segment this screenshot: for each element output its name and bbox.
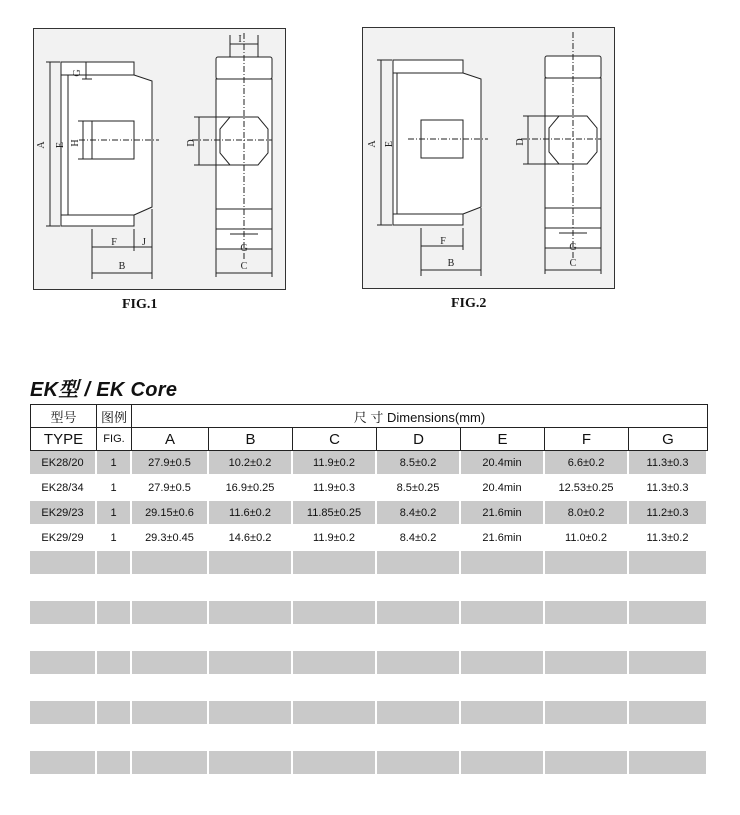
fig1-label-j: J — [142, 237, 146, 248]
cell-c: 11.9±0.2 — [293, 526, 377, 551]
empty-cell — [30, 726, 97, 751]
empty-cell — [209, 626, 293, 651]
empty-cell — [461, 551, 545, 576]
empty-cell — [377, 576, 461, 601]
type-header-en: TYPE — [30, 428, 97, 451]
cell-e: 20.4min — [461, 451, 545, 476]
cell-fig: 1 — [97, 501, 132, 526]
empty-cell — [377, 726, 461, 751]
cell-f: 8.0±0.2 — [545, 501, 629, 526]
empty-table-row — [30, 626, 708, 651]
empty-cell — [293, 551, 377, 576]
cell-b: 10.2±0.2 — [209, 451, 293, 476]
fig1-label-i: I — [238, 34, 242, 45]
cell-d: 8.5±0.25 — [377, 476, 461, 501]
empty-cell — [132, 601, 209, 626]
empty-cell — [97, 601, 132, 626]
column-header-b: B — [209, 428, 293, 451]
empty-cell — [461, 576, 545, 601]
type-header-cn: 型号 — [30, 404, 97, 428]
fig1-label-c: C — [240, 261, 248, 272]
fig1-label-h: H — [70, 139, 81, 147]
cell-d: 8.5±0.2 — [377, 451, 461, 476]
cell-c: 11.9±0.3 — [293, 476, 377, 501]
cell-b: 14.6±0.2 — [209, 526, 293, 551]
cell-type: EK28/20 — [30, 451, 97, 476]
table-row — [30, 451, 708, 476]
empty-cell — [209, 751, 293, 776]
empty-cell — [293, 726, 377, 751]
cell-e: 21.6min — [461, 526, 545, 551]
empty-table-row — [30, 676, 708, 701]
empty-cell — [377, 751, 461, 776]
empty-cell — [545, 551, 629, 576]
column-header-d: D — [377, 428, 461, 451]
fig-header-cn: 图例 — [97, 404, 132, 428]
empty-cell — [30, 576, 97, 601]
empty-cell — [461, 651, 545, 676]
cell-fig: 1 — [97, 476, 132, 501]
cell-b: 16.9±0.25 — [209, 476, 293, 501]
empty-cell — [629, 701, 708, 726]
empty-cell — [132, 551, 209, 576]
cell-e: 20.4min — [461, 476, 545, 501]
fig2-label-c: C — [569, 258, 577, 269]
empty-cell — [209, 701, 293, 726]
empty-cell — [132, 676, 209, 701]
empty-cell — [461, 751, 545, 776]
empty-cell — [461, 626, 545, 651]
empty-cell — [209, 576, 293, 601]
empty-table-row — [30, 551, 708, 576]
empty-cell — [545, 576, 629, 601]
table-row — [30, 501, 708, 526]
empty-cell — [30, 626, 97, 651]
empty-cell — [97, 701, 132, 726]
empty-table-row — [30, 651, 708, 676]
cell-g: 11.2±0.3 — [629, 501, 708, 526]
empty-cell — [545, 676, 629, 701]
empty-cell — [293, 576, 377, 601]
cell-d: 8.4±0.2 — [377, 501, 461, 526]
fig1-label-g-bottom: G — [240, 243, 248, 254]
empty-cell — [377, 601, 461, 626]
empty-cell — [132, 701, 209, 726]
figure-1-caption: FIG.1 — [122, 297, 158, 312]
empty-cell — [293, 701, 377, 726]
empty-cell — [97, 676, 132, 701]
cell-f: 6.6±0.2 — [545, 451, 629, 476]
empty-cell — [30, 551, 97, 576]
empty-cell — [629, 751, 708, 776]
empty-cell — [545, 701, 629, 726]
empty-cell — [629, 726, 708, 751]
empty-cell — [293, 676, 377, 701]
empty-cell — [30, 676, 97, 701]
cell-type: EK29/23 — [30, 501, 97, 526]
empty-cell — [293, 601, 377, 626]
empty-cell — [629, 626, 708, 651]
cell-a: 29.15±0.6 — [132, 501, 209, 526]
empty-cell — [97, 726, 132, 751]
cell-type: EK29/29 — [30, 526, 97, 551]
empty-cell — [545, 651, 629, 676]
empty-cell — [97, 651, 132, 676]
fig2-label-a: A — [367, 140, 378, 148]
fig1-label-a: A — [36, 141, 47, 149]
table-row — [30, 476, 708, 501]
empty-cell — [629, 651, 708, 676]
empty-cell — [545, 626, 629, 651]
empty-cell — [629, 576, 708, 601]
empty-cell — [293, 626, 377, 651]
empty-cell — [30, 651, 97, 676]
figure-2-caption: FIG.2 — [451, 296, 487, 311]
dimensions-table — [30, 404, 708, 776]
empty-table-row — [30, 751, 708, 776]
column-header-f: F — [545, 428, 629, 451]
empty-cell — [132, 651, 209, 676]
fig1-label-d: D — [186, 139, 197, 147]
figure-1-drawing — [33, 28, 286, 290]
column-header-g: G — [629, 428, 708, 451]
column-header-e: E — [461, 428, 545, 451]
empty-cell — [461, 701, 545, 726]
empty-cell — [132, 726, 209, 751]
empty-cell — [132, 751, 209, 776]
fig1-label-b: B — [118, 261, 126, 272]
fig2-label-d: D — [515, 138, 526, 146]
empty-table-row — [30, 701, 708, 726]
empty-table-row — [30, 601, 708, 626]
cell-a: 27.9±0.5 — [132, 476, 209, 501]
fig2-label-b: B — [447, 258, 455, 269]
empty-cell — [97, 576, 132, 601]
section-title: EK型 / EK Core — [30, 379, 178, 401]
cell-type: EK28/34 — [30, 476, 97, 501]
empty-cell — [461, 676, 545, 701]
cell-b: 11.6±0.2 — [209, 501, 293, 526]
column-header-a: A — [132, 428, 209, 451]
table-row — [30, 526, 708, 551]
fig1-label-e: E — [55, 141, 66, 149]
cell-fig: 1 — [97, 451, 132, 476]
empty-cell — [209, 551, 293, 576]
fig1-label-g: G — [72, 69, 83, 77]
empty-cell — [293, 651, 377, 676]
fig2-label-f: F — [440, 236, 446, 247]
empty-cell — [377, 651, 461, 676]
empty-cell — [377, 701, 461, 726]
empty-table-row — [30, 576, 708, 601]
empty-cell — [209, 651, 293, 676]
empty-cell — [545, 601, 629, 626]
empty-cell — [377, 551, 461, 576]
empty-cell — [209, 601, 293, 626]
empty-cell — [132, 576, 209, 601]
empty-cell — [545, 726, 629, 751]
cell-c: 11.85±0.25 — [293, 501, 377, 526]
empty-cell — [97, 751, 132, 776]
cell-a: 29.3±0.45 — [132, 526, 209, 551]
empty-cell — [97, 626, 132, 651]
empty-cell — [132, 626, 209, 651]
cell-g: 11.3±0.2 — [629, 526, 708, 551]
empty-table-row — [30, 726, 708, 751]
empty-cell — [629, 601, 708, 626]
empty-cell — [629, 551, 708, 576]
empty-cell — [377, 626, 461, 651]
cell-f: 12.53±0.25 — [545, 476, 629, 501]
empty-cell — [293, 751, 377, 776]
empty-cell — [377, 676, 461, 701]
cell-d: 8.4±0.2 — [377, 526, 461, 551]
fig2-label-g: G — [569, 242, 577, 253]
figure-2-drawing — [362, 27, 615, 289]
ek-core-fig1-svg — [34, 29, 285, 289]
column-header-c: C — [293, 428, 377, 451]
empty-cell — [545, 751, 629, 776]
empty-cell — [209, 726, 293, 751]
empty-cell — [30, 601, 97, 626]
dimensions-header: 尺 寸 Dimensions(mm) — [132, 404, 708, 428]
empty-cell — [209, 676, 293, 701]
empty-cell — [97, 551, 132, 576]
cell-f: 11.0±0.2 — [545, 526, 629, 551]
ek-core-fig2-svg — [363, 28, 614, 288]
fig2-label-e: E — [384, 140, 395, 148]
empty-cell — [30, 751, 97, 776]
cell-fig: 1 — [97, 526, 132, 551]
fig1-label-f: F — [111, 237, 117, 248]
cell-e: 21.6min — [461, 501, 545, 526]
cell-g: 11.3±0.3 — [629, 476, 708, 501]
cell-g: 11.3±0.3 — [629, 451, 708, 476]
empty-cell — [30, 701, 97, 726]
cell-a: 27.9±0.5 — [132, 451, 209, 476]
empty-cell — [461, 726, 545, 751]
cell-c: 11.9±0.2 — [293, 451, 377, 476]
empty-cell — [461, 601, 545, 626]
empty-cell — [629, 676, 708, 701]
fig-header-en: FIG. — [97, 428, 132, 451]
